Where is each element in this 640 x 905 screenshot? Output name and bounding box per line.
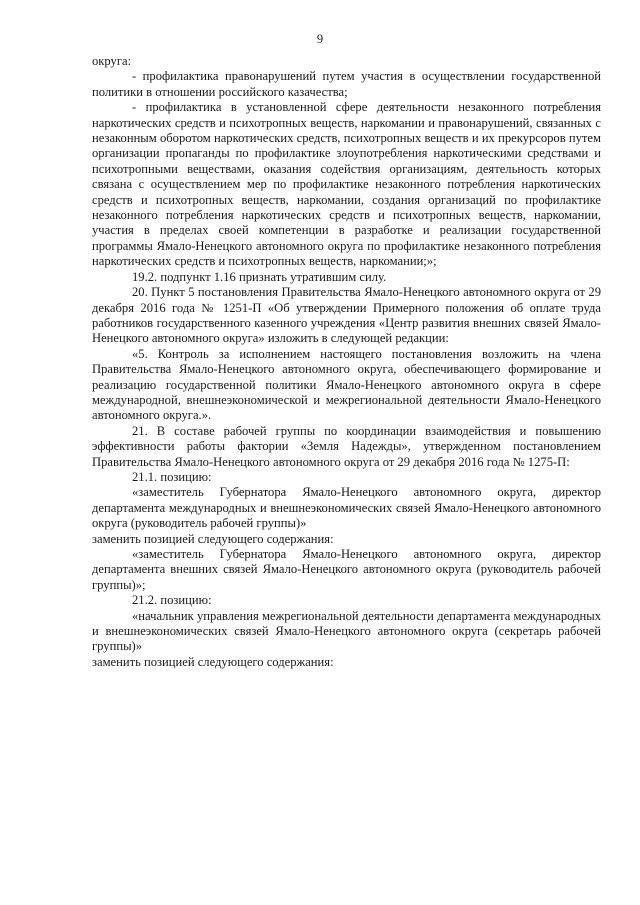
paragraph-bullet-narcotics: - профилактика в установленной сфере деятельности незаконного потребления наркотических средств и психотропных веществ, наркомании и правонарушений, связанных с незаконным оборотом наркотических средств, психотропных веществ и их прекурсоров путем организации пропаганды по профилактике злоупотребления наркотическими средствами и психотропными веществами, оказания содействия организациям, деятельность которых связана с осуществлением мер по профилактике незаконного потребления наркотических средств и психотропных веществ, наркомании, создания организаций по профилактике незаконного потребления наркотических средств и психотропных веществ, наркомании, участия в пределах своей компетенции в разработке и реализации государственной программы Ямало-Ненецкого автономного округа по профилактике незаконного потребления наркотических средств и психотропных веществ, наркомании;»; <box>92 100 601 269</box>
paragraph-okruga: округа: <box>92 54 132 68</box>
paragraph-replace-2: заменить позицией следующего содержания: <box>92 654 334 669</box>
paragraph-bullet-cossacks: - профилактика правонарушений путем участия в осуществлении государственной политики в отношении российского казачества; <box>92 69 601 99</box>
paragraph-21-2: 21.2. позицию: <box>132 593 212 608</box>
paragraph-21-1-old: «заместитель Губернатора Ямало-Ненецкого автономного округа, директор департамента международных и внешнеэкономических связей Ямало-Ненецкого автономного округа (руководитель рабочей группы)» <box>92 485 601 531</box>
paragraph-21-2-old: «начальник управления межрегиональной деятельности департамента международных и внешнеэкономических связей Ямало-Ненецкого автономного округа (секретарь рабочей группы)» <box>92 608 601 654</box>
paragraph-21: 21. В составе рабочей группы по координации взаимодействия и повышению эффективности работы фактории «Земля Надежды», утвержденном постановлением Правительства Ямало-Ненецкого автономного округа от 29 декабря 2016 года № 1275-П: <box>92 423 601 469</box>
document-body <box>92 54 601 670</box>
page-number: 9 <box>316 32 324 46</box>
paragraph-19-2: 19.2. подпункт 1.16 признать утратившим силу. <box>132 269 387 284</box>
paragraph-21-1-new: «заместитель Губернатора Ямало-Ненецкого автономного округа, директор департамента внешних связей Ямало-Ненецкого автономного округа (руководитель рабочей группы)»; <box>92 547 601 592</box>
paragraph-20: 20. Пункт 5 постановления Правительства Ямало-Ненецкого автономного округа от 29 декабря 2016 года № 1251-П «Об утверждении Примерного положения об оплате труда работников государственного казенного учреждения «Центр развития внешних связей Ямало-Ненецкого автономного округа» изложить в следующей редакции: <box>92 285 601 346</box>
paragraph-20-quote: «5. Контроль за исполнением настоящего постановления возложить на члена Правительства Ямало-Ненецкого автономного округа, обеспечивающего формирование и реализацию государственной политики Ямало-Ненецкого автономного округа в сфере международной, внешнеэкономической и межрегиональной деятельности Ямало-Ненецкого автономного округа.». <box>92 346 601 423</box>
paragraph-replace-1: заменить позицией следующего содержания: <box>92 531 334 546</box>
paragraph-21-1: 21.1. позицию: <box>132 469 212 484</box>
